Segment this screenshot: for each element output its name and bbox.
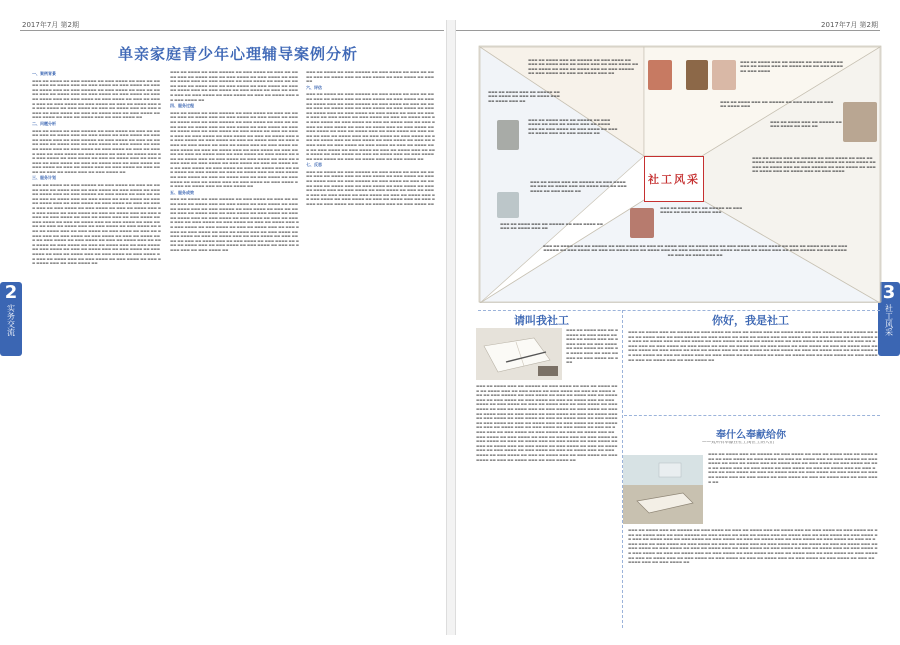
article-text: ▬▬▬ ▬▬ ▬▬▬▬ ▬▬▬ ▬▬ ▬▬▬▬▬ ▬▬ ▬▬▬ ▬▬▬▬ ▬▬ ▬▬▬ ▬▬ ▬▬▬▬ ▬▬▬ ▬▬ ▬▬▬▬ ▬▬▬ ▬▬ ▬▬▬ ▬▬▬▬ ▬▬ ▬▬▬ ▬▬▬▬ ▬▬ ▬▬▬ ▬▬ ▬▬▬▬ ▬▬▬ ▬▬ ▬▬▬ ▬▬▬▬▬ ▬▬ ▬▬▬ ▬▬▬▬ ▬▬ ▬▬▬ ▬▬ ▬▬▬▬ ▬▬▬ ▬▬ ▬▬▬▬ ▬▬▬ ▬▬ ▬▬▬ ▬▬▬▬ ▬▬ ▬▬▬ ▬▬▬▬ ▬▬ ▬▬▬ ▬▬ ▬▬▬▬ ▬▬▬ ▬▬ ▬▬▬ ▬▬▬▬ ▬▬ ▬▬▬ ▬▬▬▬ ▬▬ ▬▬▬ ▬▬ ▬▬▬▬ ▬▬▬ ▬▬ ▬▬▬ ▬▬▬▬ ▬▬ ▬▬▬ ▬▬▬▬ ▬▬ ▬▬▬ ▬▬ ▬▬▬▬ ▬▬▬ ▬▬ ▬▬▬ ▬▬▬▬ ▬▬ ▬▬▬ ▬▬▬▬ ▬▬ ▬▬▬ ▬▬ ▬▬▬▬ ▬▬▬ ▬▬ ▬▬▬ ▬▬▬▬ ▬▬ ▬▬▬ ▬▬▬▬ ▬▬ ▬▬▬ ▬▬ ▬▬▬▬ ▬▬▬ ▬▬ ▬▬▬ ▬▬▬▬ ▬▬ ▬▬▬ ▬▬▬▬ ▬▬ ▬▬▬ ▬▬ ▬▬▬▬ ▬▬▬ ▬▬ ▬▬▬ ▬▬▬▬ ▬▬ ▬▬▬ ▬▬▬▬ ▬▬ ▬▬▬ ▬▬ ▬▬▬▬ ▬▬▬ ▬▬ ▬▬▬ ▬▬▬▬ ▬▬ ▬▬▬ ▬▬▬▬ ▬▬ ▬▬▬ ▬▬ ▬▬▬▬ ▬▬▬ ▬▬ ▬▬▬ ▬▬▬▬ ▬▬ ▬▬▬ ▬▬▬▬ ▬▬ ▬▬▬ ▬▬ ▬▬▬▬ ▬▬▬ ▬▬ ▬▬▬ ▬▬▬▬ ▬▬ ▬▬▬ ▬▬▬▬ ▬▬ ▬▬▬ ▬▬ ▬▬▬▬ ▬▬▬ ▬▬ ▬▬▬ ▬▬▬▬ ▬▬ ▬▬▬ ▬▬▬▬ ▬▬ ▬▬▬ ▬▬ ▬▬▬▬ ▬▬▬ ▬▬ ▬▬▬ ▬▬▬▬ ▬▬ ▬▬▬ ▬▬▬▬ ▬▬ ▬▬▬ ▬▬ ▬▬▬▬ ▬▬▬ ▬▬ ▬▬▬ ▬▬▬▬ ▬▬ [628,528,878,565]
section-heading: 五、服务成效 [170,189,194,195]
profile-photo [712,60,736,90]
header-rule-right [456,30,880,31]
profile-text: ▬▬▬ ▬▬ ▬▬▬▬ ▬▬▬ ▬▬ ▬▬▬▬▬ ▬▬ ▬▬▬ ▬▬▬▬ ▬▬ ▬▬▬ ▬▬ ▬▬▬▬ ▬▬▬ ▬▬ ▬▬▬▬ ▬▬▬ ▬▬ ▬▬▬ ▬▬▬▬ ▬▬ ▬▬▬ ▬▬▬▬ [740,60,843,73]
page-title: 单亲家庭青少年心理辅导案例分析 [118,45,359,63]
profile-photo [630,208,654,238]
section-heading: 七、反思 [306,162,322,168]
profile-photo [497,120,519,150]
profile-text: ▬▬▬ ▬▬ ▬▬▬▬ ▬▬▬ ▬▬ ▬▬▬▬▬ ▬▬ ▬▬▬ ▬▬▬▬ ▬▬ ▬▬▬ ▬▬ ▬▬▬▬ ▬▬▬ [720,100,834,109]
section-title: 请叫我社工 [514,314,569,327]
rowboat-photo [623,455,703,524]
article-text: ▬▬▬ ▬▬ ▬▬▬▬ ▬▬▬ ▬▬ ▬▬▬▬▬ ▬▬ ▬▬▬ ▬▬▬▬ ▬▬ ▬▬▬ ▬▬ ▬▬▬▬ ▬▬▬ ▬▬ ▬▬▬▬ ▬▬▬ ▬▬ ▬▬▬ ▬▬▬▬ ▬▬ ▬▬▬ ▬▬▬▬ ▬▬ ▬▬▬ ▬▬ ▬▬▬▬ ▬▬▬ ▬▬ ▬▬▬ ▬▬▬▬▬ ▬▬ ▬▬▬ ▬▬▬▬ ▬▬ ▬▬▬ ▬▬ ▬▬▬▬ ▬▬▬ ▬▬ ▬▬▬▬ ▬▬▬ ▬▬ ▬▬▬ ▬▬▬▬ ▬▬ ▬▬▬ ▬▬▬▬ ▬▬ ▬▬▬ ▬▬ ▬▬▬▬ ▬▬▬ ▬▬ ▬▬▬ ▬▬▬▬ ▬▬ ▬▬▬ ▬▬▬▬ ▬▬ ▬▬▬ ▬▬ ▬▬▬▬ ▬▬▬ ▬▬ ▬▬▬ ▬▬▬▬ ▬▬ ▬▬▬ ▬▬▬▬ ▬▬ ▬▬▬ ▬▬ ▬▬▬▬ ▬▬▬ ▬▬ ▬▬▬ ▬▬▬▬ ▬▬ ▬▬▬ ▬▬▬▬ ▬▬ ▬▬▬ ▬▬ ▬▬▬▬ ▬▬▬ ▬▬ ▬▬▬ ▬▬▬▬ ▬▬ ▬▬▬ ▬▬▬▬ ▬▬ ▬▬▬ ▬▬ ▬▬▬▬ ▬▬▬ ▬▬ ▬▬▬ ▬▬▬▬ ▬▬ [708,452,878,484]
profile-text: ▬▬▬ ▬▬ ▬▬▬▬ ▬▬▬ ▬▬ ▬▬▬▬▬ ▬▬ ▬▬▬ ▬▬▬▬ ▬▬ ▬▬▬ ▬▬ ▬▬▬▬ ▬▬▬ ▬▬ ▬▬▬▬ ▬▬▬ ▬▬ ▬▬▬ ▬▬▬▬ ▬▬ ▬▬▬ ▬▬▬▬ ▬▬ [530,180,627,193]
article-column-1 [32,70,162,632]
section-heading: 三、服务计划 [32,175,56,181]
profile-photo [686,60,708,90]
article-text: ▬▬▬ ▬▬ ▬▬▬▬ ▬▬▬ ▬▬ ▬▬▬▬▬ ▬▬ ▬▬▬ ▬▬▬▬ ▬▬ ▬▬▬ ▬▬ ▬▬▬▬ ▬▬▬ ▬▬ ▬▬▬▬ ▬▬▬ ▬▬ ▬▬▬ ▬▬▬▬ ▬▬ ▬▬▬ ▬▬▬▬ ▬▬ ▬▬▬ ▬▬ ▬▬▬▬ ▬▬▬ ▬▬ ▬▬▬ ▬▬▬▬▬ ▬▬ ▬▬▬ ▬▬▬▬ ▬▬ ▬▬▬ ▬▬ ▬▬▬▬ ▬▬▬ ▬▬ ▬▬▬▬ ▬▬▬ ▬▬ ▬▬▬ ▬▬▬▬ ▬▬ ▬▬▬ ▬▬▬▬ ▬▬ ▬▬▬ ▬▬ ▬▬▬▬ ▬▬▬ ▬▬ ▬▬▬ ▬▬▬▬ ▬▬ ▬▬▬ ▬▬▬▬ ▬▬ ▬▬▬ ▬▬ ▬▬▬▬ ▬▬▬ ▬▬ ▬▬▬ ▬▬▬▬ ▬▬ ▬▬▬ ▬▬▬▬ ▬▬ ▬▬▬ ▬▬ ▬▬▬▬ ▬▬▬ ▬▬ ▬▬▬ ▬▬▬▬ ▬▬ ▬▬▬ ▬▬▬▬ ▬▬ ▬▬▬ ▬▬ ▬▬▬▬ ▬▬▬ ▬▬ ▬▬▬ ▬▬▬▬ ▬▬ ▬▬▬ ▬▬▬▬ ▬▬ ▬▬▬ ▬▬ ▬▬▬▬ ▬▬▬ ▬▬ ▬▬▬ ▬▬▬▬ ▬▬ ▬▬▬ ▬▬▬▬ ▬▬ ▬▬▬ ▬▬ ▬▬▬▬ ▬▬▬ ▬▬ ▬▬▬ ▬▬▬▬ ▬▬ ▬▬▬ ▬▬▬▬ ▬▬ ▬▬▬ ▬▬ ▬▬▬▬ ▬▬▬ ▬▬ ▬▬▬ ▬▬▬▬ ▬▬ ▬▬▬ ▬▬▬▬ ▬▬ ▬▬▬ ▬▬ ▬▬▬▬ ▬▬▬ ▬▬ ▬▬▬ ▬▬▬▬ ▬▬ ▬▬▬ ▬▬▬▬ ▬▬ ▬▬▬ ▬▬ ▬▬▬▬ ▬▬▬ ▬▬ ▬▬▬ ▬▬▬▬ ▬▬ ▬▬▬ ▬▬▬▬ ▬▬ ▬▬▬ ▬▬ ▬▬▬▬ ▬▬▬ ▬▬ ▬▬▬ ▬▬▬▬ ▬▬ [628,330,878,362]
profile-text: ▬▬▬ ▬▬ ▬▬▬▬ ▬▬▬ ▬▬ ▬▬▬▬▬ ▬▬ ▬▬▬ ▬▬▬▬ ▬▬ ▬▬▬ ▬▬ ▬▬▬▬ ▬▬▬ ▬▬ ▬▬▬▬ ▬▬▬ ▬▬ ▬▬▬ ▬▬▬▬ ▬▬ ▬▬▬ ▬▬▬▬ ▬▬ ▬▬▬ ▬▬ ▬▬▬▬ ▬▬▬ ▬▬ ▬▬▬ ▬▬▬▬▬ ▬▬ [528,118,618,136]
header-rule-left [20,30,444,31]
section-heading: 二、问题分析 [32,120,56,126]
article-column-2 [170,70,300,632]
section-heading: 六、评估 [306,84,322,90]
tab-label: 社工风采 [884,304,894,336]
article-column-3 [306,70,436,632]
profile-photo [648,60,672,90]
collage-title-stamp [644,156,704,202]
body-text: ▬▬▬ ▬▬ ▬▬▬▬ ▬▬ ▬▬▬ ▬▬▬▬▬ ▬▬ ▬▬▬ ▬▬▬▬ ▬▬ ▬▬▬ ▬▬ ▬▬▬▬ ▬▬▬ ▬▬ ▬▬▬▬ ▬▬▬ ▬▬ ▬▬▬ ▬▬▬▬ ▬▬ ▬▬▬ ▬▬▬▬ ▬▬ ▬▬▬ ▬▬ ▬▬▬▬ ▬▬▬ ▬▬ ▬▬▬ ▬▬▬▬▬ ▬▬ ▬▬▬ ▬▬▬▬ ▬▬ ▬▬▬ ▬▬ ▬▬▬▬ ▬▬▬ ▬▬ ▬▬▬▬ ▬▬▬ ▬▬ ▬▬▬ ▬▬▬▬ ▬▬ ▬▬▬ ▬▬▬▬ ▬▬ ▬▬▬ ▬▬ ▬▬▬▬ ▬▬▬ ▬▬ ▬▬▬ ▬▬▬▬ ▬▬ ▬▬▬ ▬▬▬▬ ▬▬ ▬▬▬ ▬▬ ▬▬▬▬ ▬▬▬ ▬▬ ▬▬▬ ▬▬▬▬ ▬▬ ▬▬▬ ▬▬▬▬ ▬▬ ▬▬▬ ▬▬ ▬▬▬▬ ▬▬▬ ▬▬ ▬▬▬ ▬▬▬▬ ▬▬ [170,70,299,102]
body-text: ▬▬▬ ▬▬ ▬▬▬▬ ▬▬ ▬▬▬ ▬▬▬▬▬ ▬▬ ▬▬▬ ▬▬▬▬ ▬▬ ▬▬▬ ▬▬ ▬▬▬▬ ▬▬▬ ▬▬ ▬▬▬▬ ▬▬▬ ▬▬ ▬▬▬ ▬▬▬▬ ▬▬ ▬▬▬ ▬▬▬▬ ▬▬ ▬▬▬ ▬▬ ▬▬▬▬ ▬▬▬ ▬▬ ▬▬▬ ▬▬▬▬▬ ▬▬ ▬▬▬ ▬▬▬▬ ▬▬ ▬▬▬ ▬▬ ▬▬▬▬ ▬▬▬ ▬▬ ▬▬▬▬ ▬▬▬ ▬▬ ▬▬▬ ▬▬▬▬ ▬▬ ▬▬▬ ▬▬▬▬ ▬▬ ▬▬▬ ▬▬ ▬▬▬▬ ▬▬▬ ▬▬ ▬▬▬ ▬▬▬▬ ▬▬ ▬▬▬ ▬▬▬▬ ▬▬ ▬▬▬ ▬▬ ▬▬▬▬ ▬▬▬ ▬▬ ▬▬▬ ▬▬▬▬ ▬▬ ▬▬▬ ▬▬▬▬ ▬▬ ▬▬▬ ▬▬ ▬▬▬▬ ▬▬▬ ▬▬ ▬▬▬ ▬▬▬▬ ▬▬ ▬▬▬ ▬▬▬▬ ▬▬ ▬▬▬ ▬▬ ▬▬▬▬ ▬▬▬ ▬▬ ▬▬▬ ▬▬▬▬ ▬▬ ▬▬▬ ▬▬▬▬ ▬▬ ▬▬▬ ▬▬ ▬▬▬▬ ▬▬▬ ▬▬ ▬▬▬ ▬▬▬▬ ▬▬ ▬▬▬ ▬▬▬▬ ▬▬ ▬▬▬ ▬▬ ▬▬▬▬ ▬▬▬ ▬▬ ▬▬▬ ▬▬▬▬ ▬▬ [32,78,161,120]
article-text: ▬▬▬ ▬▬ ▬▬▬▬ ▬▬▬ ▬▬ ▬▬▬▬▬ ▬▬ ▬▬▬ ▬▬▬▬ ▬▬ ▬▬▬ ▬▬ ▬▬▬▬ ▬▬▬ ▬▬ ▬▬▬▬ ▬▬▬ ▬▬ ▬▬▬ ▬▬▬▬ ▬▬ ▬▬▬ ▬▬▬▬ ▬▬ ▬▬▬ ▬▬ ▬▬▬▬ ▬▬▬ ▬▬ ▬▬▬ ▬▬▬▬▬ ▬▬ ▬▬▬ ▬▬▬▬ ▬▬ ▬▬▬ ▬▬ ▬▬▬▬ ▬▬▬ ▬▬ ▬▬▬▬ ▬▬▬ ▬▬ ▬▬▬ ▬▬▬▬ ▬▬ ▬▬▬ ▬▬▬▬ ▬▬ ▬▬▬ ▬▬ ▬▬▬▬ ▬▬▬ ▬▬ ▬▬▬ ▬▬▬▬ ▬▬ ▬▬▬ ▬▬▬▬ ▬▬ ▬▬▬ ▬▬ ▬▬▬▬ ▬▬▬ ▬▬ ▬▬▬ ▬▬▬▬ ▬▬ ▬▬▬ ▬▬▬▬ ▬▬ ▬▬▬ ▬▬ ▬▬▬▬ ▬▬▬ ▬▬ ▬▬▬ ▬▬▬▬ ▬▬ ▬▬▬ ▬▬▬▬ ▬▬ ▬▬▬ ▬▬ ▬▬▬▬ ▬▬▬ ▬▬ ▬▬▬ ▬▬▬▬ ▬▬ ▬▬▬ ▬▬▬▬ ▬▬ ▬▬▬ ▬▬ ▬▬▬▬ ▬▬▬ ▬▬ ▬▬▬ ▬▬▬▬ ▬▬ ▬▬▬ ▬▬▬▬ ▬▬ ▬▬▬ ▬▬ ▬▬▬▬ ▬▬▬ ▬▬ ▬▬▬ ▬▬▬▬ ▬▬ ▬▬▬ ▬▬▬▬ ▬▬ ▬▬▬ ▬▬ ▬▬▬▬ ▬▬▬ ▬▬ ▬▬▬ ▬▬▬▬ ▬▬ ▬▬▬ ▬▬▬▬ ▬▬ ▬▬▬ ▬▬ ▬▬▬▬ ▬▬▬ ▬▬ ▬▬▬ ▬▬▬▬ ▬▬ ▬▬▬ ▬▬▬▬ ▬▬ ▬▬▬ ▬▬ ▬▬▬▬ ▬▬▬ ▬▬ ▬▬▬ ▬▬▬▬ ▬▬ ▬▬▬ ▬▬▬▬ ▬▬ ▬▬▬ ▬▬ ▬▬▬▬ ▬▬▬ ▬▬ ▬▬▬ ▬▬▬▬ ▬▬ ▬▬▬ ▬▬▬▬ ▬▬ ▬▬▬ ▬▬ ▬▬▬▬ ▬▬▬ ▬▬ ▬▬▬ ▬▬▬▬ ▬▬ ▬▬▬ ▬▬▬▬ ▬▬ ▬▬▬ ▬▬ ▬▬▬▬ ▬▬▬ ▬▬ ▬▬▬ ▬▬▬▬ ▬▬ ▬▬▬ ▬▬▬▬ ▬▬ ▬▬▬ ▬▬ ▬▬▬▬ ▬▬▬ ▬▬ ▬▬▬ ▬▬▬▬ ▬▬ ▬▬▬ ▬▬▬▬ ▬▬ ▬▬▬ ▬▬ ▬▬▬▬ ▬▬▬ ▬▬ ▬▬▬ ▬▬▬▬ ▬▬ ▬▬▬ ▬▬▬▬ ▬▬ ▬▬▬ ▬▬ ▬▬▬▬ ▬▬▬ ▬▬ ▬▬▬ ▬▬▬▬ ▬▬ ▬▬▬ ▬▬▬▬ ▬▬ ▬▬▬ ▬▬ ▬▬▬▬ ▬▬▬ ▬▬ ▬▬▬ ▬▬▬▬ ▬▬ ▬▬▬ ▬▬▬▬ ▬▬ ▬▬▬ ▬▬ ▬▬▬▬ ▬▬▬ ▬▬ ▬▬▬ ▬▬▬▬ ▬▬ [476,384,618,462]
body-text: ▬▬▬ ▬▬ ▬▬▬▬ ▬▬ ▬▬▬ ▬▬▬▬▬ ▬▬ ▬▬▬ ▬▬▬▬ ▬▬ ▬▬▬ ▬▬ ▬▬▬▬ ▬▬▬ ▬▬ ▬▬▬▬ ▬▬▬ ▬▬ ▬▬▬ ▬▬▬▬ ▬▬ ▬▬▬ ▬▬▬▬ ▬▬ ▬▬▬ ▬▬ ▬▬▬▬ ▬▬▬ ▬▬ ▬▬▬ ▬▬▬▬▬ ▬▬ ▬▬▬ ▬▬▬▬ ▬▬ ▬▬▬ ▬▬ ▬▬▬▬ ▬▬▬ ▬▬ ▬▬▬▬ ▬▬▬ ▬▬ ▬▬▬ ▬▬▬▬ ▬▬ ▬▬▬ ▬▬▬▬ ▬▬ ▬▬▬ ▬▬ ▬▬▬▬ ▬▬▬ ▬▬ ▬▬▬ ▬▬▬▬ ▬▬ ▬▬▬ ▬▬▬▬ ▬▬ ▬▬▬ ▬▬ ▬▬▬▬ ▬▬▬ ▬▬ ▬▬▬ ▬▬▬▬ ▬▬ ▬▬▬ ▬▬▬▬ ▬▬ ▬▬▬ ▬▬ ▬▬▬▬ ▬▬▬ ▬▬ ▬▬▬ ▬▬▬▬ ▬▬ ▬▬▬ ▬▬▬▬ ▬▬ ▬▬▬ ▬▬ ▬▬▬▬ ▬▬▬ ▬▬ ▬▬▬ ▬▬▬▬ ▬▬ ▬▬▬ ▬▬▬▬ ▬▬ ▬▬▬ ▬▬ ▬▬▬▬ ▬▬▬ ▬▬ ▬▬▬ ▬▬▬▬ ▬▬ [306,169,435,207]
body-text: ▬▬▬ ▬▬ ▬▬▬▬ ▬▬ ▬▬▬ ▬▬▬▬▬ ▬▬ ▬▬▬ ▬▬▬▬ ▬▬ ▬▬▬ ▬▬ ▬▬▬▬ ▬▬▬ ▬▬ ▬▬▬▬ ▬▬▬ ▬▬ ▬▬▬ ▬▬▬▬ ▬▬ ▬▬▬ ▬▬▬▬ ▬▬ ▬▬▬ ▬▬ [306,70,434,84]
page-header-left: 2017年7月 第2期 [22,21,79,29]
section-divider [624,415,880,416]
tab-number: 2 [4,282,18,303]
notebook-photo [476,328,562,380]
body-text: ▬▬▬ ▬▬ ▬▬▬▬ ▬▬ ▬▬▬ ▬▬▬▬▬ ▬▬ ▬▬▬ ▬▬▬▬ ▬▬ ▬▬▬ ▬▬ ▬▬▬▬ ▬▬▬ ▬▬ ▬▬▬▬ ▬▬▬ ▬▬ ▬▬▬ ▬▬▬▬ ▬▬ ▬▬▬ ▬▬▬▬ ▬▬ ▬▬▬ ▬▬ ▬▬▬▬ ▬▬▬ ▬▬ ▬▬▬ ▬▬▬▬▬ ▬▬ ▬▬▬ ▬▬▬▬ ▬▬ ▬▬▬ ▬▬ ▬▬▬▬ ▬▬▬ ▬▬ ▬▬▬▬ ▬▬▬ ▬▬ ▬▬▬ ▬▬▬▬ ▬▬ ▬▬▬ ▬▬▬▬ ▬▬ ▬▬▬ ▬▬ ▬▬▬▬ ▬▬▬ ▬▬ ▬▬▬ ▬▬▬▬ ▬▬ ▬▬▬ ▬▬▬▬ ▬▬ ▬▬▬ ▬▬ ▬▬▬▬ ▬▬▬ ▬▬ ▬▬▬ ▬▬▬▬ ▬▬ ▬▬▬ ▬▬▬▬ ▬▬ ▬▬▬ ▬▬ ▬▬▬▬ ▬▬▬ ▬▬ ▬▬▬ ▬▬▬▬ ▬▬ ▬▬▬ ▬▬▬▬ ▬▬ ▬▬▬ ▬▬ ▬▬▬▬ ▬▬▬ ▬▬ ▬▬▬ ▬▬▬▬ ▬▬ ▬▬▬ ▬▬▬▬ ▬▬ ▬▬▬ ▬▬ ▬▬▬▬ ▬▬▬ ▬▬ ▬▬▬ ▬▬▬▬ ▬▬ ▬▬▬ ▬▬▬▬ ▬▬ ▬▬▬ ▬▬ ▬▬▬▬ ▬▬▬ ▬▬ ▬▬▬ ▬▬▬▬ ▬▬ ▬▬▬ ▬▬▬▬ ▬▬ ▬▬▬ ▬▬ ▬▬▬▬ ▬▬▬ ▬▬ ▬▬▬ ▬▬▬▬ ▬▬ [32,128,161,174]
section-heading: 一、案例背景 [32,71,56,76]
profile-text: ▬▬▬ ▬▬ ▬▬▬▬ ▬▬▬ ▬▬ ▬▬▬▬▬ ▬▬ ▬▬▬ ▬▬▬▬ ▬▬ ▬▬▬ ▬▬ [770,120,842,129]
collage-title: 社工风采 [648,173,700,186]
tab-label: 实务交流 [6,304,16,336]
profile-text: ▬▬▬ ▬▬ ▬▬▬▬ ▬▬▬ ▬▬ ▬▬▬▬▬ ▬▬ ▬▬▬ ▬▬▬▬ ▬▬ ▬▬▬ ▬▬ ▬▬▬▬ ▬▬▬ ▬▬ ▬▬▬▬ ▬▬▬ ▬▬ ▬▬▬ ▬▬▬▬ ▬▬ ▬▬▬ ▬▬▬▬ ▬▬ ▬▬▬ ▬▬ ▬▬▬▬ ▬▬▬ ▬▬ ▬▬▬ ▬▬▬▬▬ ▬▬ ▬▬▬ ▬▬▬▬ ▬▬ ▬▬▬ ▬▬ ▬▬▬▬ ▬▬▬ ▬▬ [528,58,639,76]
body-text: ▬▬▬ ▬▬ ▬▬▬▬ ▬▬ ▬▬▬ ▬▬▬▬▬ ▬▬ ▬▬▬ ▬▬▬▬ ▬▬ ▬▬▬ ▬▬ ▬▬▬▬ ▬▬▬ ▬▬ ▬▬▬▬ ▬▬▬ ▬▬ ▬▬▬ ▬▬▬▬ ▬▬ ▬▬▬ ▬▬▬▬ ▬▬ ▬▬▬ ▬▬ ▬▬▬▬ ▬▬▬ ▬▬ ▬▬▬ ▬▬▬▬▬ ▬▬ ▬▬▬ ▬▬▬▬ ▬▬ ▬▬▬ ▬▬ ▬▬▬▬ ▬▬▬ ▬▬ ▬▬▬▬ ▬▬▬ ▬▬ ▬▬▬ ▬▬▬▬ ▬▬ ▬▬▬ ▬▬▬▬ ▬▬ ▬▬▬ ▬▬ ▬▬▬▬ ▬▬▬ ▬▬ ▬▬▬ ▬▬▬▬ ▬▬ ▬▬▬ ▬▬▬▬ ▬▬ ▬▬▬ ▬▬ ▬▬▬▬ ▬▬▬ ▬▬ ▬▬▬ ▬▬▬▬ ▬▬ ▬▬▬ ▬▬▬▬ ▬▬ ▬▬▬ ▬▬ ▬▬▬▬ ▬▬▬ ▬▬ ▬▬▬ ▬▬▬▬ ▬▬ ▬▬▬ ▬▬▬▬ ▬▬ ▬▬▬ ▬▬ ▬▬▬▬ ▬▬▬ ▬▬ ▬▬▬ ▬▬▬▬ ▬▬ ▬▬▬ ▬▬▬▬ ▬▬ ▬▬▬ ▬▬ ▬▬▬▬ ▬▬▬ ▬▬ ▬▬▬ ▬▬▬▬ ▬▬ ▬▬▬ ▬▬▬▬ ▬▬ ▬▬▬ ▬▬ ▬▬▬▬ ▬▬▬ ▬▬ ▬▬▬ ▬▬▬▬ ▬▬ ▬▬▬ ▬▬▬▬ ▬▬ ▬▬▬ ▬▬ ▬▬▬▬ ▬▬▬ ▬▬ ▬▬▬ ▬▬▬▬ ▬▬ ▬▬▬ ▬▬▬▬ ▬▬ ▬▬▬ ▬▬ ▬▬▬▬ ▬▬▬ ▬▬ ▬▬▬ ▬▬▬▬ ▬▬ ▬▬▬ ▬▬▬▬ ▬▬ ▬▬▬ ▬▬ ▬▬▬▬ ▬▬▬ ▬▬ ▬▬▬ ▬▬▬▬ ▬▬ ▬▬▬ ▬▬▬▬ ▬▬ ▬▬▬ ▬▬ ▬▬▬▬ ▬▬▬ ▬▬ ▬▬▬ ▬▬▬▬ ▬▬ ▬▬▬ ▬▬▬▬ ▬▬ ▬▬▬ ▬▬ ▬▬▬▬ ▬▬▬ ▬▬ ▬▬▬ ▬▬▬▬ ▬▬ ▬▬▬ ▬▬▬▬ ▬▬ ▬▬▬ ▬▬ ▬▬▬▬ ▬▬▬ ▬▬ ▬▬▬ ▬▬▬▬ ▬▬ ▬▬▬ ▬▬▬▬ ▬▬ ▬▬▬ ▬▬ ▬▬▬▬ ▬▬▬ ▬▬ ▬▬▬ ▬▬▬▬ ▬▬ [306,92,435,161]
section-divider [478,310,880,311]
page-spine [446,20,456,635]
profile-text: ▬▬▬ ▬▬ ▬▬▬▬ ▬▬▬ ▬▬ ▬▬▬▬▬ ▬▬ ▬▬▬ ▬▬▬▬ ▬▬ ▬▬▬ ▬▬ ▬▬▬▬ ▬▬▬ ▬▬ ▬▬▬▬ ▬▬▬ ▬▬ [488,90,560,103]
section-title: 奉什么奉献给你 [716,430,786,441]
section-tab-left [0,282,22,356]
profile-text: ▬▬▬ ▬▬ ▬▬▬▬ ▬▬▬ ▬▬ ▬▬▬▬▬ ▬▬ ▬▬▬ ▬▬▬▬ ▬▬ ▬▬▬ ▬▬ ▬▬▬▬ ▬▬▬ ▬▬ ▬▬▬▬ ▬▬▬ ▬▬ ▬▬▬ ▬▬▬▬ ▬▬ ▬▬▬ ▬▬▬▬ ▬▬ ▬▬▬ ▬▬ ▬▬▬▬ ▬▬▬ ▬▬ ▬▬▬ ▬▬▬▬▬ ▬▬ ▬▬▬ ▬▬▬▬ ▬▬ ▬▬▬ ▬▬ ▬▬▬▬ ▬▬▬ ▬▬ ▬▬▬▬ ▬▬▬ ▬▬ ▬▬▬ ▬▬▬▬ ▬▬ ▬▬▬ ▬▬▬▬ ▬▬ ▬▬▬ ▬▬ ▬▬▬▬ ▬▬▬ ▬▬ ▬▬▬ ▬▬▬▬▬ ▬▬ ▬▬▬ ▬▬▬▬ ▬▬ ▬▬▬ ▬▬ ▬▬▬▬ ▬▬▬ ▬▬ [542,244,848,257]
body-text: ▬▬▬ ▬▬ ▬▬▬▬ ▬▬ ▬▬▬ ▬▬▬▬▬ ▬▬ ▬▬▬ ▬▬▬▬ ▬▬ ▬▬▬ ▬▬ ▬▬▬▬ ▬▬▬ ▬▬ ▬▬▬▬ ▬▬▬ ▬▬ ▬▬▬ ▬▬▬▬ ▬▬ ▬▬▬ ▬▬▬▬ ▬▬ ▬▬▬ ▬▬ ▬▬▬▬ ▬▬▬ ▬▬ ▬▬▬ ▬▬▬▬▬ ▬▬ ▬▬▬ ▬▬▬▬ ▬▬ ▬▬▬ ▬▬ ▬▬▬▬ ▬▬▬ ▬▬ ▬▬▬▬ ▬▬▬ ▬▬ ▬▬▬ ▬▬▬▬ ▬▬ ▬▬▬ ▬▬▬▬ ▬▬ ▬▬▬ ▬▬ ▬▬▬▬ ▬▬▬ ▬▬ ▬▬▬ ▬▬▬▬ ▬▬ ▬▬▬ ▬▬▬▬ ▬▬ ▬▬▬ ▬▬ ▬▬▬▬ ▬▬▬ ▬▬ ▬▬▬ ▬▬▬▬ ▬▬ ▬▬▬ ▬▬▬▬ ▬▬ ▬▬▬ ▬▬ ▬▬▬▬ ▬▬▬ ▬▬ ▬▬▬ ▬▬▬▬ ▬▬ ▬▬▬ ▬▬▬▬ ▬▬ ▬▬▬ ▬▬ ▬▬▬▬ ▬▬▬ ▬▬ ▬▬▬ ▬▬▬▬ ▬▬ ▬▬▬ ▬▬▬▬ ▬▬ ▬▬▬ ▬▬ ▬▬▬▬ ▬▬▬ ▬▬ ▬▬▬ ▬▬▬▬ ▬▬ ▬▬▬ ▬▬▬▬ ▬▬ ▬▬▬ ▬▬ ▬▬▬▬ ▬▬▬ ▬▬ ▬▬▬ ▬▬▬▬ ▬▬ ▬▬▬ ▬▬▬▬ ▬▬ ▬▬▬ ▬▬ ▬▬▬▬ ▬▬▬ ▬▬ ▬▬▬ ▬▬▬▬ ▬▬ ▬▬▬ ▬▬▬▬ ▬▬ ▬▬▬ ▬▬ ▬▬▬▬ ▬▬▬ ▬▬ ▬▬▬ ▬▬▬▬ ▬▬ ▬▬▬ ▬▬▬▬ ▬▬ ▬▬▬ ▬▬ ▬▬▬▬ ▬▬▬ ▬▬ ▬▬▬ ▬▬▬▬ ▬▬ [170,197,299,252]
profile-text: ▬▬▬ ▬▬ ▬▬▬▬ ▬▬▬ ▬▬ ▬▬▬▬▬ ▬▬ ▬▬▬ ▬▬▬▬ ▬▬ ▬▬▬ ▬▬ ▬▬▬▬ ▬▬▬ ▬▬ [500,222,603,231]
profile-photo [497,192,519,218]
section-title: 你好，我是社工 [712,314,789,327]
body-text: ▬▬▬ ▬▬ ▬▬▬▬ ▬▬ ▬▬▬ ▬▬▬▬▬ ▬▬ ▬▬▬ ▬▬▬▬ ▬▬ ▬▬▬ ▬▬ ▬▬▬▬ ▬▬▬ ▬▬ ▬▬▬▬ ▬▬▬ ▬▬ ▬▬▬ ▬▬▬▬ ▬▬ ▬▬▬ ▬▬▬▬ ▬▬ ▬▬▬ ▬▬ ▬▬▬▬ ▬▬▬ ▬▬ ▬▬▬ ▬▬▬▬▬ ▬▬ ▬▬▬ ▬▬▬▬ ▬▬ ▬▬▬ ▬▬ ▬▬▬▬ ▬▬▬ ▬▬ ▬▬▬▬ ▬▬▬ ▬▬ ▬▬▬ ▬▬▬▬ ▬▬ ▬▬▬ ▬▬▬▬ ▬▬ ▬▬▬ ▬▬ ▬▬▬▬ ▬▬▬ ▬▬ ▬▬▬ ▬▬▬▬ ▬▬ ▬▬▬ ▬▬▬▬ ▬▬ ▬▬▬ ▬▬ ▬▬▬▬ ▬▬▬ ▬▬ ▬▬▬ ▬▬▬▬ ▬▬ ▬▬▬ ▬▬▬▬ ▬▬ ▬▬▬ ▬▬ ▬▬▬▬ ▬▬▬ ▬▬ ▬▬▬ ▬▬▬▬ ▬▬ ▬▬▬ ▬▬▬▬ ▬▬ ▬▬▬ ▬▬ ▬▬▬▬ ▬▬▬ ▬▬ ▬▬▬ ▬▬▬▬ ▬▬ ▬▬▬ ▬▬▬▬ ▬▬ ▬▬▬ ▬▬ ▬▬▬▬ ▬▬▬ ▬▬ ▬▬▬ ▬▬▬▬ ▬▬ ▬▬▬ ▬▬▬▬ ▬▬ ▬▬▬ ▬▬ ▬▬▬▬ ▬▬▬ ▬▬ ▬▬▬ ▬▬▬▬ ▬▬ ▬▬▬ ▬▬▬▬ ▬▬ ▬▬▬ ▬▬ ▬▬▬▬ ▬▬▬ ▬▬ ▬▬▬ ▬▬▬▬ ▬▬ ▬▬▬ ▬▬▬▬ ▬▬ ▬▬▬ ▬▬ ▬▬▬▬ ▬▬▬ ▬▬ ▬▬▬ ▬▬▬▬ ▬▬ ▬▬▬ ▬▬▬▬ ▬▬ ▬▬▬ ▬▬ ▬▬▬▬ ▬▬▬ ▬▬ ▬▬▬ ▬▬▬▬ ▬▬ ▬▬▬ ▬▬▬▬ ▬▬ ▬▬▬ ▬▬ ▬▬▬▬ ▬▬▬ ▬▬ ▬▬▬ ▬▬▬▬ ▬▬ ▬▬▬ ▬▬▬▬ ▬▬ ▬▬▬ ▬▬ ▬▬▬▬ ▬▬▬ ▬▬ ▬▬▬ ▬▬▬▬ ▬▬ ▬▬▬ ▬▬▬▬ ▬▬ ▬▬▬ ▬▬ ▬▬▬▬ ▬▬▬ ▬▬ ▬▬▬ ▬▬▬▬ ▬▬ ▬▬▬ ▬▬▬▬ ▬▬ ▬▬▬ ▬▬ ▬▬▬▬ ▬▬▬ ▬▬ ▬▬▬ ▬▬▬▬ ▬▬ ▬▬▬ ▬▬▬▬ ▬▬ ▬▬▬ ▬▬ ▬▬▬▬ ▬▬▬ ▬▬ ▬▬▬ ▬▬▬▬ ▬▬ ▬▬▬ ▬▬▬▬ ▬▬ ▬▬▬ ▬▬ ▬▬▬▬ ▬▬▬ ▬▬ ▬▬▬ ▬▬▬▬ ▬▬ ▬▬▬ ▬▬▬▬ ▬▬ ▬▬▬ ▬▬ ▬▬▬▬ ▬▬▬ ▬▬ ▬▬▬ ▬▬▬▬ ▬▬ [32,183,161,266]
body-text: ▬▬▬ ▬▬ ▬▬▬▬ ▬▬ ▬▬▬ ▬▬▬▬▬ ▬▬ ▬▬▬ ▬▬▬▬ ▬▬ ▬▬▬ ▬▬ ▬▬▬▬ ▬▬▬ ▬▬ ▬▬▬▬ ▬▬▬ ▬▬ ▬▬▬ ▬▬▬▬ ▬▬ ▬▬▬ ▬▬▬▬ ▬▬ ▬▬▬ ▬▬ ▬▬▬▬ ▬▬▬ ▬▬ ▬▬▬ ▬▬▬▬▬ ▬▬ ▬▬▬ ▬▬▬▬ ▬▬ ▬▬▬ ▬▬ ▬▬▬▬ ▬▬▬ ▬▬ ▬▬▬▬ ▬▬▬ ▬▬ ▬▬▬ ▬▬▬▬ ▬▬ ▬▬▬ ▬▬▬▬ ▬▬ ▬▬▬ ▬▬ ▬▬▬▬ ▬▬▬ ▬▬ ▬▬▬ ▬▬▬▬ ▬▬ ▬▬▬ ▬▬▬▬ ▬▬ ▬▬▬ ▬▬ ▬▬▬▬ ▬▬▬ ▬▬ ▬▬▬ ▬▬▬▬ ▬▬ ▬▬▬ ▬▬▬▬ ▬▬ ▬▬▬ ▬▬ ▬▬▬▬ ▬▬▬ ▬▬ ▬▬▬ ▬▬▬▬ ▬▬ ▬▬▬ ▬▬▬▬ ▬▬ ▬▬▬ ▬▬ ▬▬▬▬ ▬▬▬ ▬▬ ▬▬▬ ▬▬▬▬ ▬▬ ▬▬▬ ▬▬▬▬ ▬▬ ▬▬▬ ▬▬ ▬▬▬▬ ▬▬▬ ▬▬ ▬▬▬ ▬▬▬▬ ▬▬ ▬▬▬ ▬▬▬▬ ▬▬ ▬▬▬ ▬▬ ▬▬▬▬ ▬▬▬ ▬▬ ▬▬▬ ▬▬▬▬ ▬▬ ▬▬▬ ▬▬▬▬ ▬▬ ▬▬▬ ▬▬ ▬▬▬▬ ▬▬▬ ▬▬ ▬▬▬ ▬▬▬▬ ▬▬ ▬▬▬ ▬▬▬▬ ▬▬ ▬▬▬ ▬▬ ▬▬▬▬ ▬▬▬ ▬▬ ▬▬▬ ▬▬▬▬ ▬▬ ▬▬▬ ▬▬▬▬ ▬▬ ▬▬▬ ▬▬ ▬▬▬▬ ▬▬▬ ▬▬ ▬▬▬ ▬▬▬▬ ▬▬ ▬▬▬ ▬▬▬▬ ▬▬ ▬▬▬ ▬▬ ▬▬▬▬ ▬▬▬ ▬▬ ▬▬▬ ▬▬▬▬ ▬▬ ▬▬▬ ▬▬▬▬ ▬▬ ▬▬▬ ▬▬ ▬▬▬▬ ▬▬▬ ▬▬ ▬▬▬ ▬▬▬▬ ▬▬ ▬▬▬ ▬▬▬▬ ▬▬ ▬▬▬ ▬▬ ▬▬▬▬ ▬▬▬ ▬▬ ▬▬▬ ▬▬▬▬ ▬▬ ▬▬▬ ▬▬▬▬ ▬▬ ▬▬▬ ▬▬ ▬▬▬▬ ▬▬▬ ▬▬ ▬▬▬ ▬▬▬▬ ▬▬ ▬▬▬ ▬▬▬▬ ▬▬ ▬▬▬ ▬▬ ▬▬▬▬ ▬▬▬ ▬▬ ▬▬▬ ▬▬▬▬ ▬▬ ▬▬▬ ▬▬▬▬ ▬▬ ▬▬▬ ▬▬ ▬▬▬▬ ▬▬▬ ▬▬ ▬▬▬ ▬▬▬▬ ▬▬ [170,110,299,189]
section-heading: 四、服务过程 [170,103,194,109]
section-subtitle: ——致所有奉献在社工岗位上的人们 [702,441,774,445]
profile-photo [843,102,877,142]
profile-text: ▬▬▬ ▬▬ ▬▬▬▬ ▬▬▬ ▬▬ ▬▬▬▬▬ ▬▬ ▬▬▬ ▬▬▬▬ ▬▬ ▬▬▬ ▬▬ ▬▬▬▬ ▬▬▬ [660,206,743,215]
profile-text: ▬▬▬ ▬▬ ▬▬▬▬ ▬▬▬ ▬▬ ▬▬▬▬▬ ▬▬ ▬▬▬ ▬▬▬▬ ▬▬ ▬▬▬ ▬▬ ▬▬▬▬ ▬▬▬ ▬▬ ▬▬▬▬ ▬▬▬ ▬▬ ▬▬▬ ▬▬▬▬ ▬▬ ▬▬▬ ▬▬▬▬ ▬▬ ▬▬▬ ▬▬ ▬▬▬▬ ▬▬▬ ▬▬ ▬▬▬ ▬▬▬▬▬ ▬▬ ▬▬▬ ▬▬▬▬ ▬▬ ▬▬▬ ▬▬ ▬▬▬▬ ▬▬▬ ▬▬ ▬▬▬▬ ▬▬▬ ▬▬ ▬▬▬ ▬▬▬▬ [752,156,876,174]
page-header-right: 2017年7月 第2期 [821,21,878,29]
tab-number: 3 [882,282,896,303]
article-text: ▬▬▬ ▬▬ ▬▬▬▬ ▬▬▬ ▬▬ ▬▬▬▬▬ ▬▬ ▬▬▬ ▬▬▬▬ ▬▬ ▬▬▬ ▬▬ ▬▬▬▬ ▬▬▬ ▬▬ ▬▬▬▬ ▬▬▬ ▬▬ ▬▬▬ ▬▬▬▬ ▬▬ ▬▬▬ ▬▬▬▬ ▬▬ ▬▬▬ ▬▬ ▬▬▬▬ ▬▬▬ ▬▬ ▬▬▬ ▬▬▬▬▬ ▬▬ ▬▬▬ ▬▬▬▬ ▬▬ ▬▬▬ [566,328,618,365]
